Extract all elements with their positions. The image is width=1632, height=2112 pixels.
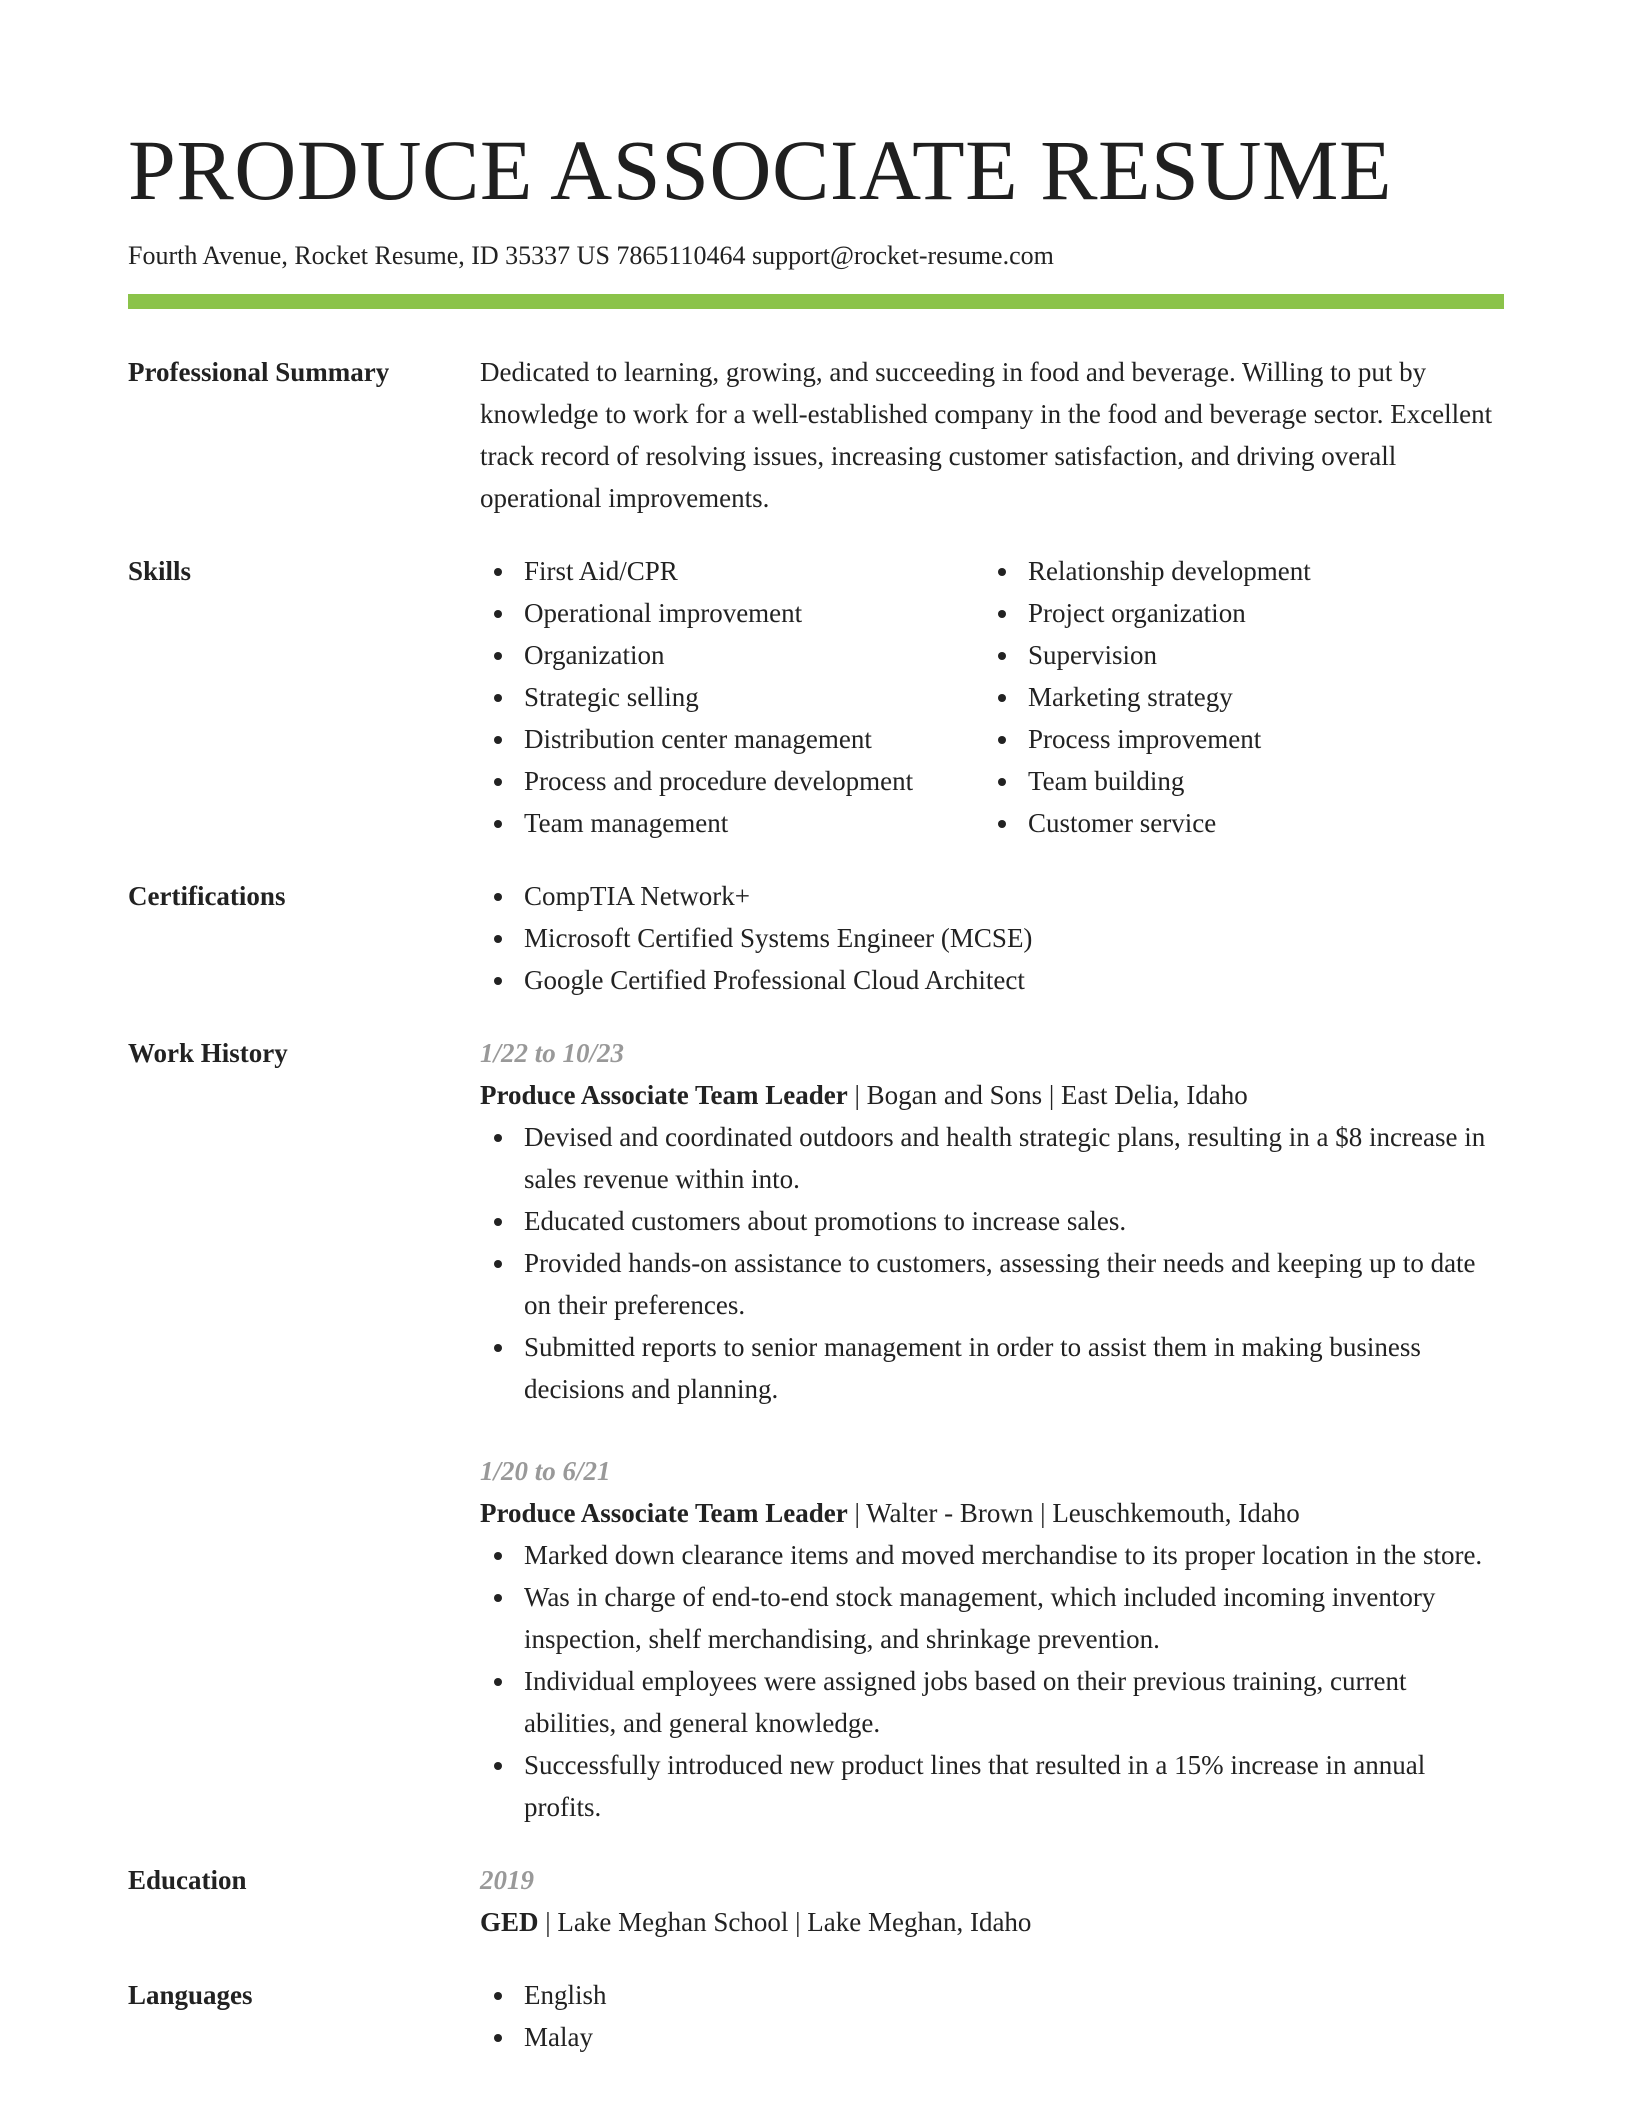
education-degree: GED	[480, 1907, 539, 1937]
job-title: Produce Associate Team Leader	[480, 1498, 848, 1528]
job-bullet: Devised and coordinated outdoors and health strategic plans, resulting in a $8 increase in sales revenue within into.	[524, 1116, 1504, 1200]
job-entry	[480, 1450, 1504, 1828]
language-item: English	[524, 1974, 1504, 2016]
job-bullet: Educated customers about promotions to increase sales.	[524, 1200, 1504, 1242]
certification-item: Microsoft Certified Systems Engineer (MCSE)	[524, 917, 1504, 959]
skill-item: Supervision	[1028, 634, 1504, 676]
skills-column-left	[480, 550, 984, 844]
summary-section	[128, 351, 1504, 519]
summary-label: Professional Summary	[128, 357, 390, 387]
skill-item: Customer service	[1028, 802, 1504, 844]
skills-column-right	[984, 550, 1504, 844]
certification-item: Google Certified Professional Cloud Architect	[524, 959, 1504, 1001]
job-bullet: Was in charge of end-to-end stock management, which included incoming inventory inspection, shelf merchandising, and shrinkage prevention.	[524, 1576, 1504, 1660]
education-section	[128, 1859, 1504, 1943]
job-heading	[480, 1074, 1504, 1116]
education-body	[480, 1859, 1504, 1943]
skills-grid	[480, 550, 1504, 844]
skill-item: Team building	[1028, 760, 1504, 802]
job-bullets	[480, 1116, 1504, 1410]
education-year: 2019	[480, 1865, 534, 1895]
skill-item: Team management	[524, 802, 984, 844]
skill-item: First Aid/CPR	[524, 550, 984, 592]
education-label: Education	[128, 1865, 247, 1895]
job-title: Produce Associate Team Leader	[480, 1080, 848, 1110]
job-employer: | Walter - Brown | Leuschkemouth, Idaho	[847, 1498, 1300, 1528]
summary-body	[480, 351, 1504, 519]
job-employer: | Bogan and Sons | East Delia, Idaho	[847, 1080, 1248, 1110]
resume-title: PRODUCE ASSOCIATE RESUME	[128, 122, 1392, 218]
job-bullet: Successfully introduced new product lines that resulted in a 15% increase in annual profits.	[524, 1744, 1504, 1828]
skill-item: Project organization	[1028, 592, 1504, 634]
languages-label: Languages	[128, 1980, 253, 2010]
skill-item: Distribution center management	[524, 718, 984, 760]
certification-item: CompTIA Network+	[524, 875, 1504, 917]
job-heading	[480, 1492, 1504, 1534]
skills-label: Skills	[128, 556, 192, 586]
certifications-section	[128, 875, 1504, 1001]
header-divider	[128, 294, 1504, 309]
certifications-label: Certifications	[128, 881, 286, 911]
certifications-list	[480, 875, 1504, 1001]
skills-list-left	[480, 550, 984, 844]
education-school: | Lake Meghan School | Lake Meghan, Idaho	[538, 1907, 1032, 1937]
skill-item: Strategic selling	[524, 676, 984, 718]
work-history-section	[128, 1032, 1504, 1828]
skill-item: Organization	[524, 634, 984, 676]
skills-list-right	[984, 550, 1504, 844]
job-dates: 1/20 to 6/21	[480, 1456, 611, 1486]
job-bullets	[480, 1534, 1504, 1828]
job-bullet: Submitted reports to senior management in order to assist them in making business decisions and planning.	[524, 1326, 1504, 1410]
job-dates: 1/22 to 10/23	[480, 1038, 625, 1068]
languages-body	[480, 1974, 1504, 2058]
education-heading	[480, 1901, 1504, 1943]
skill-item: Operational improvement	[524, 592, 984, 634]
job-bullet: Provided hands-on assistance to customers, assessing their needs and keeping up to date on their preferences.	[524, 1242, 1504, 1326]
skill-item: Relationship development	[1028, 550, 1504, 592]
skills-section	[128, 550, 1504, 844]
language-item: Malay	[524, 2016, 1504, 2058]
work-history-body	[480, 1032, 1504, 1828]
contact-line: Fourth Avenue, Rocket Resume, ID 35337 US 7865110464 support@rocket-resume.com	[128, 241, 1054, 270]
skill-item: Marketing strategy	[1028, 676, 1504, 718]
summary-text: Dedicated to learning, growing, and succeeding in food and beverage. Willing to put by knowledge to work for a well-established company in the food and beverage sector. Excellent track record of resolving issues, increasing customer satisfaction, and driving overall operational improvements.	[480, 357, 1493, 513]
skill-item: Process and procedure development	[524, 760, 984, 802]
skill-item: Process improvement	[1028, 718, 1504, 760]
languages-list	[480, 1974, 1504, 2058]
job-bullet: Individual employees were assigned jobs based on their previous training, current abilities, and general knowledge.	[524, 1660, 1504, 1744]
job-entry	[480, 1032, 1504, 1410]
languages-section	[128, 1974, 1504, 2058]
job-bullet: Marked down clearance items and moved merchandise to its proper location in the store.	[524, 1534, 1504, 1576]
certifications-body	[480, 875, 1504, 1001]
work-history-label: Work History	[128, 1038, 288, 1068]
